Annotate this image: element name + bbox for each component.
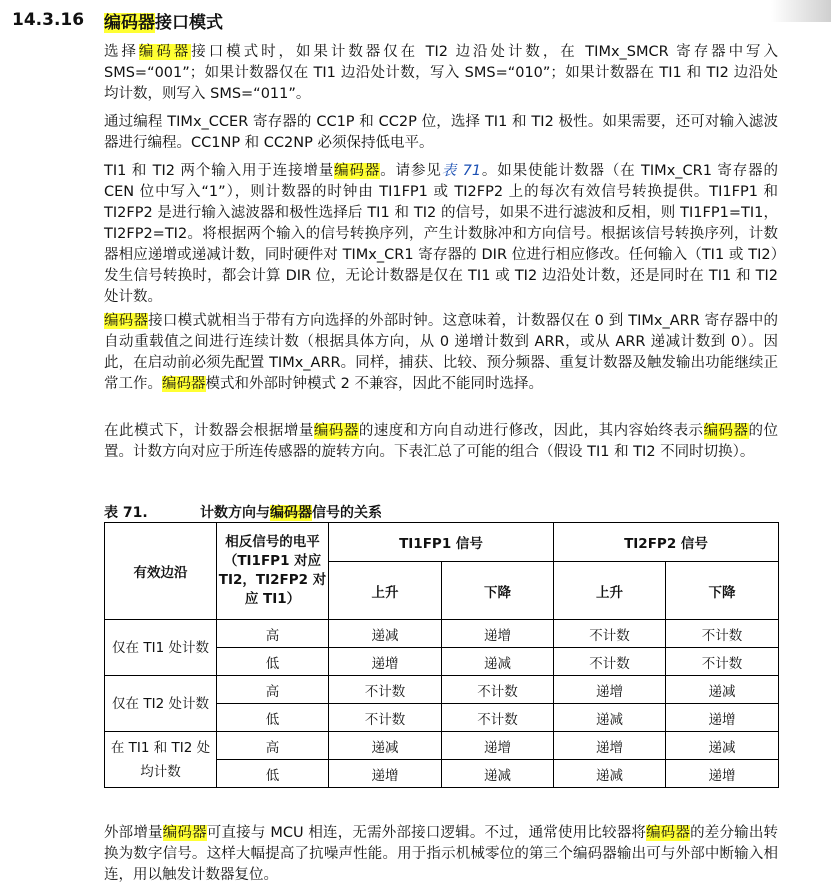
row-edge-label: 仅在 TI1 处计数 bbox=[105, 620, 217, 676]
paragraph-external-clock: 编码器接口模式就相当于带有方向选择的外部时钟。这意味着，计数器仅在 0 到 TIMx_ARR 寄存器中的自动重载值之间进行连续计数（根据具体方向，从 0 递增计数到 ARR，或从 ARR 递减计数到 0）。因此，在启动前必须先配置 TIMx_ARR。同样，捕获、比较、预分频器、重复计数器及触发输出功能继续正常工作。编码器模式和外部时钟模式 2 不兼容，因此不能同时选择。 bbox=[104, 313, 779, 392]
cell-value: 递减 bbox=[329, 732, 442, 760]
cell-value: 递增 bbox=[329, 760, 442, 788]
cell-value: 不计数 bbox=[329, 676, 442, 704]
cell-level: 高 bbox=[217, 676, 329, 704]
paragraph-polarity: 通过编程 TIMx_CCER 寄存器的 CC1P 和 CC2P 位，选择 TI1 和 TI2 极性。如果需要，还可对输入滤波器进行编程。CC1NP 和 CC2NP 必须保持低电平。 bbox=[104, 114, 778, 151]
row-edge-label: 仅在 TI2 处计数 bbox=[105, 676, 217, 732]
cell-value: 不计数 bbox=[554, 648, 666, 676]
cell-value: 递减 bbox=[442, 760, 554, 788]
table-number: 表 71. bbox=[104, 505, 148, 521]
highlight-term: 编码器 bbox=[646, 825, 691, 841]
section-heading bbox=[12, 6, 223, 34]
header-ti2fp2: TI2FP2 信号 bbox=[554, 523, 779, 562]
cell-value: 不计数 bbox=[666, 620, 779, 648]
section-number: 14.3.16 bbox=[12, 10, 85, 30]
cell-level: 低 bbox=[217, 760, 329, 788]
highlight-term: 编码器 bbox=[703, 423, 749, 439]
header-fall: 下降 bbox=[442, 562, 554, 620]
highlight-term: 编码器 bbox=[270, 505, 312, 521]
cell-value: 不计数 bbox=[329, 704, 442, 732]
row-edge-label: 在 TI1 和 TI2 处均计数 bbox=[105, 732, 217, 788]
header-ti1fp1: TI1FP1 信号 bbox=[329, 523, 554, 562]
header-fall: 下降 bbox=[666, 562, 779, 620]
cell-value: 递减 bbox=[554, 760, 666, 788]
paragraph-inputs: TI1 和 TI2 两个输入用于连接增量编码器。请参见表 71。如果使能计数器（在 TIMx_CR1 寄存器的 CEN 位中写入“1”），则计数器的时钟由 TI1FP1 或 TI2FP2 上的每次有效信号转换提供。TI1FP1 和 TI2FP2 是进行输入滤波器和极性选择后 TI1 和 TI2 的信号，如果不进行滤波和反相，则 TI1FP1=TI1，TI2FP2=TI2。将根据两个输入的信号转换序列，产生计数脉冲和方向信号。根据该信号转换序列，计数器相应递增或递减计数，同时硬件对 TIMx_CR1 寄存器的 DIR 位进行相应修改。任何输入（TI1 或 TI2）发生信号转换时，都会计算 DIR 位，无论计数器是仅在 TI1 或 TI2 边沿处计数，还是同时在 TI1 和 TI2 处计数。 bbox=[104, 163, 779, 305]
cell-value: 递增 bbox=[329, 648, 442, 676]
cell-value: 递增 bbox=[554, 676, 666, 704]
cell-value: 不计数 bbox=[442, 704, 554, 732]
cell-value: 递增 bbox=[442, 732, 554, 760]
table-row bbox=[105, 732, 779, 760]
cell-value: 递减 bbox=[554, 704, 666, 732]
cell-value: 递减 bbox=[442, 648, 554, 676]
cell-value: 不计数 bbox=[442, 676, 554, 704]
table-71-link[interactable]: 表 71 bbox=[441, 163, 482, 179]
paragraph-differential-output: 外部增量编码器可直接与 MCU 相连，无需外部接口逻辑。不过，通常使用比较器将编码器的差分输出转换为数字信号。这样大幅提高了抗噪声性能。用于指示机械零位的第三个编码器输出可与外部中断输入相连，用以触发计数器复位。 bbox=[104, 825, 779, 883]
header-active-edge: 有效边沿 bbox=[105, 523, 217, 620]
page-corner-shadow bbox=[771, 0, 831, 22]
highlight-term: 编码器 bbox=[313, 423, 359, 439]
cell-level: 高 bbox=[217, 620, 329, 648]
paragraph-position: 在此模式下，计数器会根据增量编码器的速度和方向自动进行修改，因此，其内容始终表示编码器的位置。计数方向对应于所连传感器的旋转方向。下表汇总了可能的组合（假设 TI1 和 TI2 不同时切换）。 bbox=[104, 423, 779, 460]
cell-level: 低 bbox=[217, 648, 329, 676]
highlight-term: 编码器 bbox=[104, 12, 155, 33]
table-row bbox=[105, 620, 779, 648]
table-caption bbox=[104, 502, 382, 522]
table-title: 计数方向与编码器信号的关系 bbox=[200, 505, 382, 521]
cell-value: 递增 bbox=[666, 760, 779, 788]
cell-value: 递减 bbox=[666, 732, 779, 760]
cell-level: 低 bbox=[217, 704, 329, 732]
highlight-term: 编码器 bbox=[104, 313, 149, 329]
header-opposite-level: 相反信号的电平（TI1FP1 对应 TI2，TI2FP2 对应 TI1） bbox=[217, 523, 329, 620]
table-row bbox=[105, 676, 779, 704]
highlight-term: 编码器 bbox=[162, 376, 206, 392]
cell-value: 递增 bbox=[554, 732, 666, 760]
highlight-term: 编码器 bbox=[138, 44, 192, 60]
encoder-direction-table bbox=[104, 522, 779, 788]
cell-value: 递减 bbox=[666, 676, 779, 704]
paragraph-sms-modes: 选择编码器接口模式时，如果计数器仅在 TI2 边沿处计数，在 TIMx_SMCR 寄存器中写入 SMS=“001”；如果计数器仅在 TI1 边沿处计数，写入 SMS=“010”；如果计数器在 TI1 和 TI2 边沿处均计数，则写入 SMS=“011”。 bbox=[104, 44, 779, 102]
header-rise: 上升 bbox=[329, 562, 442, 620]
cell-value: 不计数 bbox=[554, 620, 666, 648]
cell-value: 不计数 bbox=[666, 648, 779, 676]
highlight-term: 编码器 bbox=[334, 163, 381, 179]
section-title: 编码器接口模式 bbox=[104, 12, 223, 33]
cell-value: 递增 bbox=[442, 620, 554, 648]
table-header-row bbox=[105, 523, 779, 562]
highlight-term: 编码器 bbox=[162, 825, 207, 841]
cell-level: 高 bbox=[217, 732, 329, 760]
cell-value: 递减 bbox=[329, 620, 442, 648]
cell-value: 递增 bbox=[666, 704, 779, 732]
header-rise: 上升 bbox=[554, 562, 666, 620]
